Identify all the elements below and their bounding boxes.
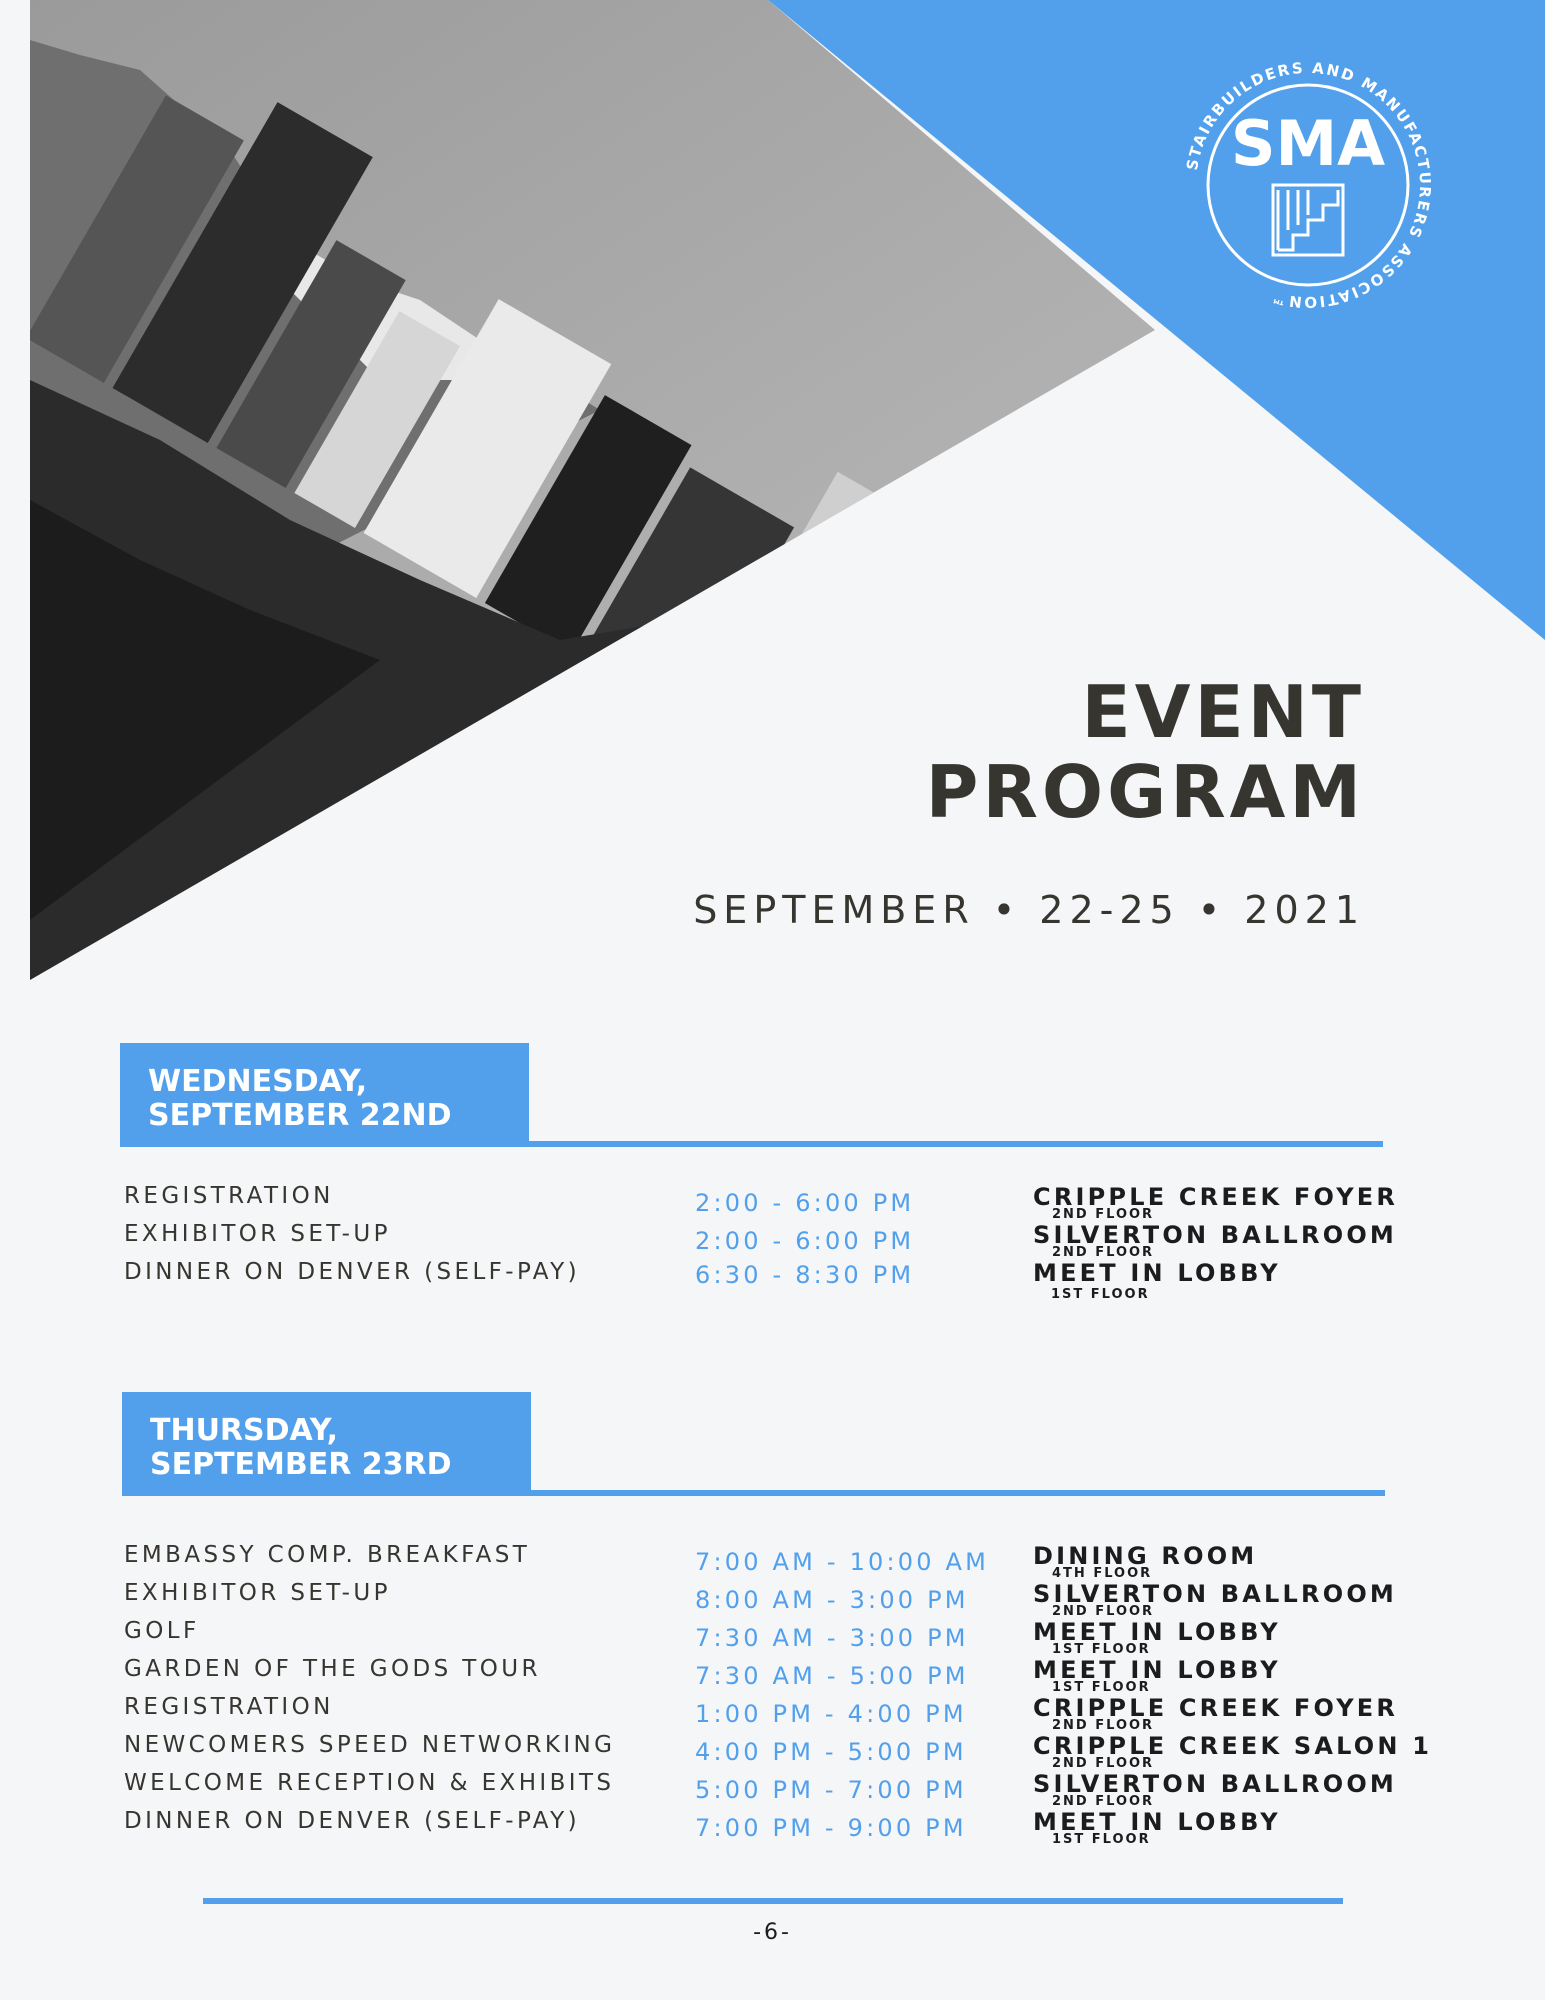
event-name: REGISTRATION (124, 1183, 334, 1209)
schedule-row (124, 1770, 1424, 1808)
event-floor: 1ST FLOOR (1052, 1680, 1151, 1695)
event-location: CRIPPLE CREEK SALON 1 (1033, 1732, 1433, 1760)
event-time: 4:00 PM - 5:00 PM (695, 1738, 967, 1766)
event-name: DINNER ON DENVER (SELF-PAY) (124, 1259, 580, 1285)
event-floor: 1ST FLOOR (1052, 1832, 1151, 1847)
event-floor: 4TH FLOOR (1052, 1566, 1153, 1581)
staircase-icon (1273, 185, 1343, 255)
event-floor: 2ND FLOOR (1052, 1756, 1155, 1771)
event-location: SILVERTON BALLROOM (1033, 1221, 1398, 1249)
event-floor: 2ND FLOOR (1052, 1245, 1155, 1260)
event-floor: 2ND FLOOR (1052, 1207, 1155, 1222)
event-floor: 1ST FLOOR (1052, 1642, 1151, 1657)
event-location: CRIPPLE CREEK FOYER (1033, 1183, 1399, 1211)
title-line-1: EVENT (1081, 670, 1365, 754)
schedule-row (124, 1183, 1424, 1221)
event-location: MEET IN LOBBY (1033, 1808, 1281, 1836)
event-name: EXHIBITOR SET-UP (124, 1580, 391, 1606)
schedule-row (124, 1221, 1424, 1259)
event-dates: SEPTEMBER • 22-25 • 2021 (693, 888, 1365, 932)
event-location: SILVERTON BALLROOM (1033, 1770, 1398, 1798)
event-name: GOLF (124, 1618, 200, 1644)
section-divider (122, 1490, 1385, 1496)
event-name: DINNER ON DENVER (SELF-PAY) (124, 1808, 580, 1834)
logo-abbr: SMA (1230, 107, 1386, 180)
footer-divider (203, 1898, 1343, 1904)
day-header-line-2: SEPTEMBER 22ND (148, 1098, 452, 1133)
event-location: CRIPPLE CREEK FOYER (1033, 1694, 1399, 1722)
schedule-row (124, 1580, 1424, 1618)
event-time: 7:30 AM - 5:00 PM (695, 1662, 969, 1690)
event-floor: 1ST FLOOR (1051, 1287, 1150, 1302)
schedule-row (124, 1808, 1424, 1846)
event-name: EMBASSY COMP. BREAKFAST (124, 1542, 531, 1568)
event-time: 2:00 - 6:00 PM (695, 1189, 915, 1217)
event-time: 7:00 PM - 9:00 PM (695, 1814, 967, 1842)
section-divider (120, 1141, 1383, 1147)
day-header-thursday (122, 1392, 531, 1496)
event-location: DINING ROOM (1033, 1542, 1258, 1570)
event-time: 5:00 PM - 7:00 PM (695, 1776, 967, 1804)
event-floor: 2ND FLOOR (1052, 1794, 1155, 1809)
page-title (926, 672, 1365, 832)
logo-ring-text: STAIRBUILDERS AND MANUFACTURERS ASSOCIATION™ (1182, 58, 1435, 312)
event-location: MEET IN LOBBY (1033, 1618, 1281, 1646)
event-time: 7:00 AM - 10:00 AM (695, 1548, 990, 1576)
event-name: GARDEN OF THE GODS TOUR (124, 1656, 541, 1682)
event-location: MEET IN LOBBY (1033, 1259, 1281, 1287)
event-name: NEWCOMERS SPEED NETWORKING (124, 1732, 616, 1758)
day-header-line-1: THURSDAY, (150, 1413, 339, 1448)
day-header-line-1: WEDNESDAY, (148, 1064, 368, 1099)
event-time: 7:30 AM - 3:00 PM (695, 1624, 969, 1652)
schedule-row (124, 1618, 1424, 1656)
event-name: WELCOME RECEPTION & EXHIBITS (124, 1770, 615, 1796)
event-time: 8:00 AM - 3:00 PM (695, 1586, 969, 1614)
event-time: 1:00 PM - 4:00 PM (695, 1700, 967, 1728)
schedule-row (124, 1694, 1424, 1732)
event-name: EXHIBITOR SET-UP (124, 1221, 391, 1247)
day-header-wednesday (120, 1043, 529, 1144)
schedule-row (124, 1542, 1424, 1580)
schedule-row (124, 1259, 1424, 1302)
event-location: SILVERTON BALLROOM (1033, 1580, 1398, 1608)
event-time: 6:30 - 8:30 PM (695, 1261, 915, 1289)
schedule-row (124, 1732, 1433, 1771)
event-name: REGISTRATION (124, 1694, 334, 1720)
day-header-line-2: SEPTEMBER 23RD (150, 1447, 452, 1482)
event-time: 2:00 - 6:00 PM (695, 1227, 915, 1255)
event-floor: 2ND FLOOR (1052, 1718, 1155, 1733)
page-number: -6- (753, 1920, 792, 1945)
event-location: MEET IN LOBBY (1033, 1656, 1281, 1684)
sma-logo (1178, 55, 1438, 315)
event-floor: 2ND FLOOR (1052, 1604, 1155, 1619)
title-line-2: PROGRAM (925, 750, 1365, 834)
schedule-row (124, 1656, 1424, 1694)
